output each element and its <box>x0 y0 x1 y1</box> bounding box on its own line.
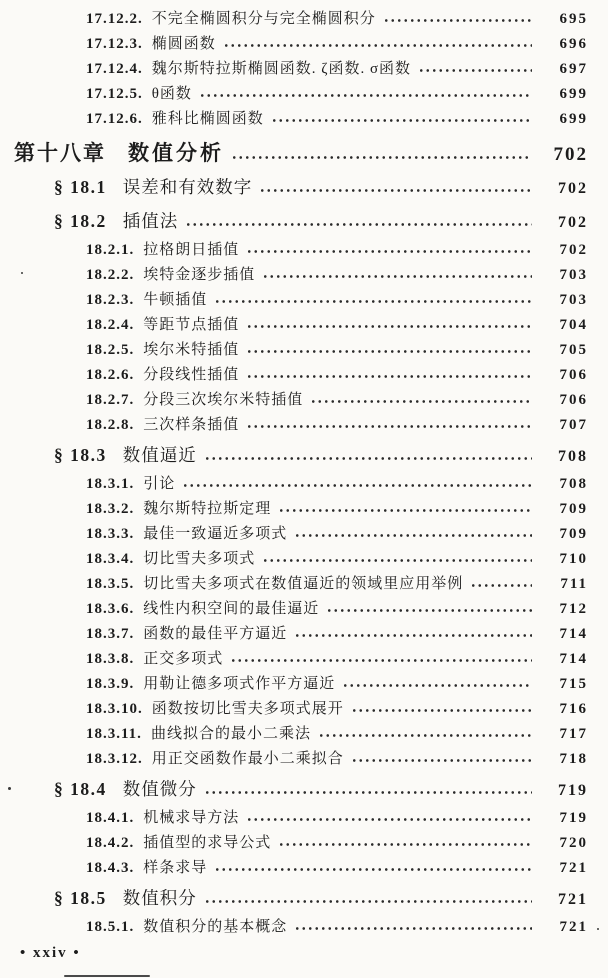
scan-artifact <box>21 272 23 274</box>
entry-number: 18.2.2. <box>86 267 135 283</box>
entry-title: 函数的最佳平方逼近 <box>143 626 288 642</box>
entry-number: 18.2.5. <box>86 342 135 358</box>
toc-entry <box>0 522 608 547</box>
dot-leader <box>278 842 532 847</box>
entry-page-number: 703 <box>559 292 588 308</box>
entry-number: 18.3.3. <box>86 526 135 542</box>
dot-leader <box>223 43 532 48</box>
entry-number: 18.3.6. <box>86 601 135 617</box>
entry-title: 不完全椭圆积分与完全椭圆积分 <box>151 11 376 27</box>
entry-page-number: 705 <box>559 342 588 358</box>
dot-leader <box>185 222 532 227</box>
entry-page-number: 706 <box>559 367 588 383</box>
entry-page-number: 699 <box>559 86 588 102</box>
entry-page-number: 696 <box>559 36 588 52</box>
dot-leader <box>246 424 532 429</box>
entry-page-number: 721 <box>559 919 588 935</box>
toc-entry <box>0 263 608 288</box>
entry-number: 18.3.1. <box>86 476 135 492</box>
toc-entry <box>0 597 608 622</box>
toc-entry <box>0 672 608 697</box>
dot-leader <box>294 926 532 931</box>
entry-page-number: 721 <box>558 891 588 908</box>
scan-artifact <box>8 787 11 790</box>
dot-leader <box>246 349 532 354</box>
dot-leader <box>182 483 532 488</box>
entry-title: 函数按切比雪夫多项式展开 <box>151 701 344 717</box>
entry-number: 18.4.2. <box>86 835 135 851</box>
entry-title: 埃尔米特插值 <box>143 342 240 358</box>
toc-entry <box>0 774 608 806</box>
entry-number: 18.2.7. <box>86 392 135 408</box>
entry-title: 三次样条插值 <box>143 417 240 433</box>
entry-title: 椭圆函数 <box>151 36 216 52</box>
dot-leader <box>294 633 532 638</box>
entry-title: 数值积分的基本概念 <box>143 919 288 935</box>
entry-page-number: 702 <box>558 214 588 231</box>
entry-title: 用正交函数作最小二乘拟合 <box>151 751 344 767</box>
dot-leader <box>278 508 532 513</box>
toc-entry <box>0 82 608 107</box>
entry-number: 17.12.5. <box>86 86 143 102</box>
dot-leader <box>246 817 532 822</box>
toc-entry <box>0 32 608 57</box>
toc-entry <box>0 440 608 472</box>
entry-title: 数值微分 <box>122 779 197 799</box>
entry-number: 18.3.4. <box>86 551 135 567</box>
dot-leader <box>318 733 532 738</box>
entry-title: 误差和有效数字 <box>122 177 253 197</box>
entry-page-number: 697 <box>559 61 588 77</box>
entry-title: 牛顿插值 <box>143 292 208 308</box>
toc-entry <box>0 413 608 438</box>
entry-page-number: 716 <box>559 701 588 717</box>
toc-list <box>0 7 608 940</box>
dot-leader <box>204 899 532 904</box>
entry-number: 18.5.1. <box>86 919 135 935</box>
entry-title: 雅科比椭圆函数 <box>151 111 264 127</box>
entry-page-number: 720 <box>559 835 588 851</box>
entry-number: 18.2.3. <box>86 292 135 308</box>
toc-entry <box>0 547 608 572</box>
entry-number: 17.12.6. <box>86 111 143 127</box>
entry-number: 18.4.3. <box>86 860 135 876</box>
entry-page-number: 717 <box>559 726 588 742</box>
dot-leader <box>246 374 532 379</box>
toc-entry <box>0 831 608 856</box>
toc-entry <box>0 856 608 881</box>
entry-number: 18.4.1. <box>86 810 135 826</box>
dot-leader <box>214 867 532 872</box>
entry-number: 18.3.12. <box>86 751 143 767</box>
toc-entry <box>0 722 608 747</box>
toc-entry <box>0 238 608 263</box>
entry-number: § 18.1 <box>54 177 107 197</box>
entry-number: § 18.3 <box>54 445 107 465</box>
entry-page-number: 712 <box>559 601 588 617</box>
entry-title: 分段三次埃尔米特插值 <box>143 392 304 408</box>
entry-page-number: 709 <box>559 501 588 517</box>
toc-entry <box>0 138 608 170</box>
entry-number: 18.3.2. <box>86 501 135 517</box>
dot-leader <box>259 188 532 193</box>
dot-leader <box>470 583 532 588</box>
entry-page-number: 710 <box>559 551 588 567</box>
toc-entry <box>0 647 608 672</box>
toc-entry <box>0 57 608 82</box>
entry-title: 机械求导方法 <box>143 810 240 826</box>
entry-number: 18.2.8. <box>86 417 135 433</box>
entry-title: 曲线拟合的最小二乘法 <box>150 726 311 742</box>
toc-entry <box>0 472 608 497</box>
dot-leader <box>262 558 532 563</box>
dot-leader <box>204 790 532 795</box>
entry-page-number: 706 <box>559 392 588 408</box>
entry-title: 切比雪夫多项式 <box>143 551 256 567</box>
dot-leader <box>230 658 532 663</box>
entry-page-number: 702 <box>553 144 588 165</box>
dot-leader <box>383 18 532 23</box>
dot-leader <box>231 155 532 160</box>
toc-entry <box>0 883 608 915</box>
dot-leader <box>418 68 532 73</box>
dot-leader <box>204 456 532 461</box>
entry-number: 第十八章 <box>14 141 106 165</box>
dot-leader <box>294 533 532 538</box>
entry-page-number: 699 <box>559 111 588 127</box>
dot-leader <box>199 93 532 98</box>
entry-page-number: 702 <box>559 242 588 258</box>
entry-title: 分段线性插值 <box>143 367 240 383</box>
entry-page-number: 702 <box>558 180 588 197</box>
entry-number: 17.12.3. <box>86 36 143 52</box>
toc-entry <box>0 747 608 772</box>
entry-title: 正交多项式 <box>143 651 224 667</box>
entry-title: 插值法 <box>122 211 179 231</box>
toc-entry <box>0 697 608 722</box>
entry-page-number: 711 <box>560 576 588 592</box>
toc-entry <box>0 313 608 338</box>
entry-title: 引论 <box>143 476 176 492</box>
entry-title: 最佳一致逼近多项式 <box>143 526 288 542</box>
entry-title: 数值分析 <box>128 141 224 165</box>
toc-entry <box>0 915 608 940</box>
entry-title: 线性内积空间的最佳逼近 <box>143 601 320 617</box>
toc-entry <box>0 388 608 413</box>
entry-page-number: 715 <box>559 676 588 692</box>
toc-entry <box>0 338 608 363</box>
footer-page-number: • xxiv • <box>20 945 81 961</box>
toc-entry <box>0 107 608 132</box>
dot-leader <box>246 249 532 254</box>
entry-number: 18.2.4. <box>86 317 135 333</box>
entry-number: 18.2.6. <box>86 367 135 383</box>
entry-title: 切比雪夫多项式在数值逼近的领域里应用举例 <box>143 576 464 592</box>
scan-artifact <box>64 975 150 977</box>
entry-title: 拉格朗日插值 <box>143 242 240 258</box>
toc-entry <box>0 572 608 597</box>
toc-entry <box>0 806 608 831</box>
dot-leader <box>351 708 532 713</box>
entry-number: 18.3.5. <box>86 576 135 592</box>
entry-page-number: 707 <box>559 417 588 433</box>
entry-number: 18.3.10. <box>86 701 143 717</box>
dot-leader <box>271 118 532 123</box>
toc-entry <box>0 363 608 388</box>
toc-entry <box>0 288 608 313</box>
toc-entry <box>0 7 608 32</box>
entry-number: 17.12.4. <box>86 61 143 77</box>
entry-title: 埃特金逐步插值 <box>143 267 256 283</box>
entry-number: 18.2.1. <box>86 242 135 258</box>
toc-entry <box>0 622 608 647</box>
toc-entry <box>0 172 608 204</box>
toc-entry <box>0 206 608 238</box>
entry-title: 插值型的求导公式 <box>143 835 272 851</box>
entry-number: 18.3.7. <box>86 626 135 642</box>
dot-leader <box>326 608 532 613</box>
entry-page-number: 714 <box>559 651 588 667</box>
dot-leader <box>310 399 532 404</box>
entry-page-number: 718 <box>559 751 588 767</box>
entry-title: 样条求导 <box>143 860 208 876</box>
entry-title: θ函数 <box>151 86 192 102</box>
entry-number: 18.3.8. <box>86 651 135 667</box>
entry-page-number: 695 <box>559 11 588 27</box>
entry-number: 17.12.2. <box>86 11 143 27</box>
entry-number: § 18.2 <box>54 211 107 231</box>
scan-artifact <box>597 928 599 930</box>
entry-number: § 18.5 <box>54 888 107 908</box>
entry-page-number: 708 <box>559 476 588 492</box>
entry-title: 数值积分 <box>122 888 197 908</box>
entry-title: 魏尔斯特拉斯椭圆函数. ζ函数. σ函数 <box>151 61 412 77</box>
toc-entry <box>0 497 608 522</box>
entry-page-number: 709 <box>559 526 588 542</box>
entry-page-number: 704 <box>559 317 588 333</box>
entry-page-number: 719 <box>559 810 588 826</box>
entry-title: 用勒让德多项式作平方逼近 <box>143 676 336 692</box>
entry-page-number: 708 <box>558 448 588 465</box>
entry-page-number: 721 <box>559 860 588 876</box>
entry-number: 18.3.9. <box>86 676 135 692</box>
dot-leader <box>214 299 532 304</box>
entry-number: 18.3.11. <box>86 726 142 742</box>
entry-title: 数值逼近 <box>122 445 197 465</box>
dot-leader <box>246 324 532 329</box>
entry-title: 等距节点插值 <box>143 317 240 333</box>
dot-leader <box>262 274 532 279</box>
dot-leader <box>342 683 532 688</box>
entry-page-number: 714 <box>559 626 588 642</box>
dot-leader <box>351 758 532 763</box>
entry-title: 魏尔斯特拉斯定理 <box>143 501 272 517</box>
entry-page-number: 703 <box>559 267 588 283</box>
entry-number: § 18.4 <box>54 779 107 799</box>
entry-page-number: 719 <box>558 782 588 799</box>
